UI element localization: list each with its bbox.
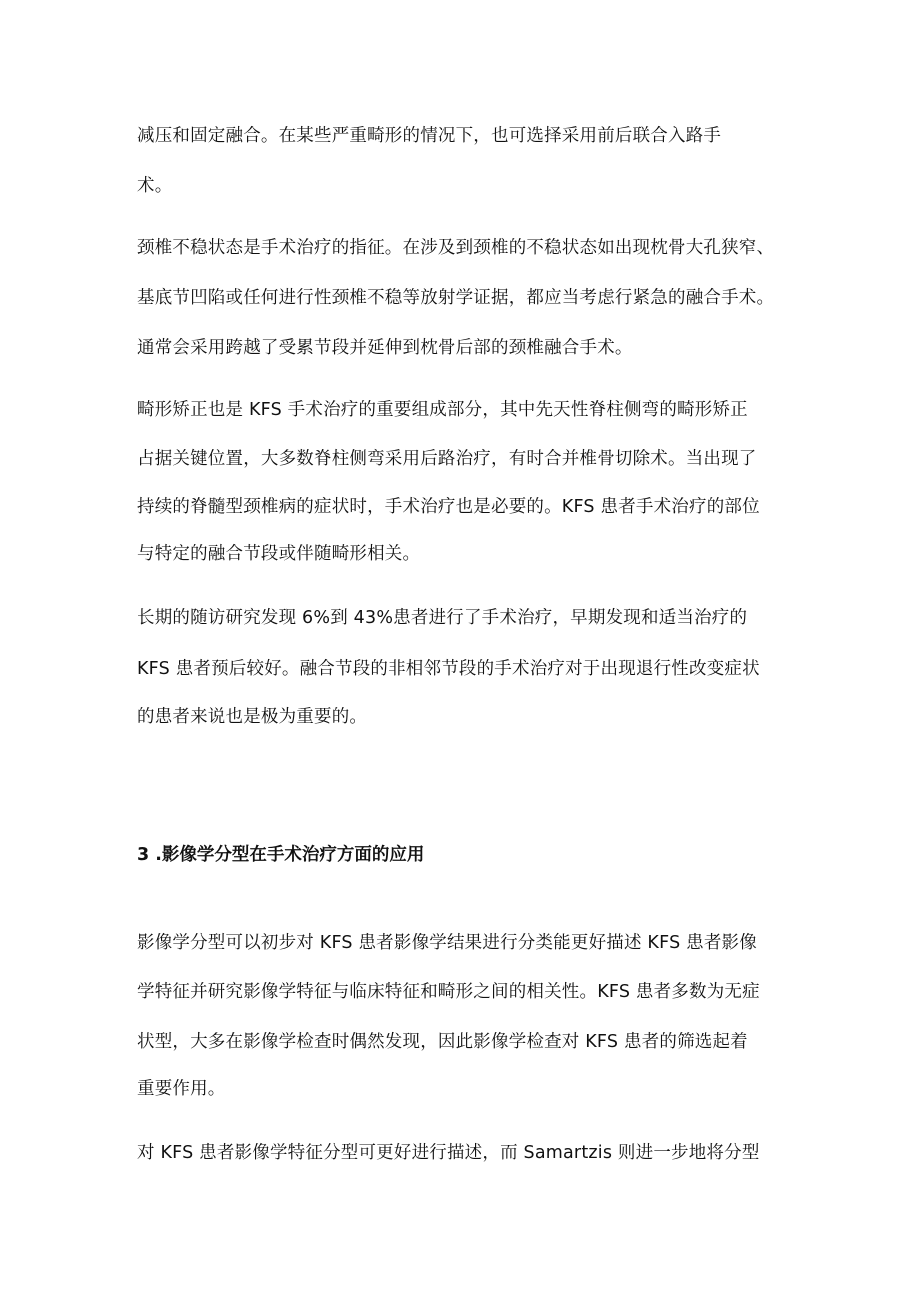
text-line: 与特定的融合节段或伴随畸形相关。 [137,544,421,564]
text-line: 的患者来说也是极为重要的。 [137,707,368,727]
text-line: 学特征并研究影像学特征与临床特征和畸形之间的相关性。KFS 患者多数为无症 [137,982,760,1002]
text-line: 占据关键位置，大多数脊柱侧弯采用后路治疗，有时合并椎骨切除术。当出现了 [137,449,757,469]
section-heading: 3 .影像学分型在手术治疗方面的应用 [137,845,425,865]
text-line: 减压和固定融合。在某些严重畸形的情况下，也可选择采用前后联合入路手 [137,126,722,146]
text-line: 基底节凹陷或任何进行性颈椎不稳等放射学证据，都应当考虑行紧急的融合手术。 [137,288,775,308]
text-line: KFS 患者预后较好。融合节段的非相邻节段的手术治疗对于出现退行性改变症状 [137,659,760,679]
text-line: 持续的脊髓型颈椎病的症状时，手术治疗也是必要的。KFS 患者手术治疗的部位 [137,497,760,517]
text-line: 畸形矫正也是 KFS 手术治疗的重要组成部分，其中先天性脊柱侧弯的畸形矫正 [137,400,748,420]
text-line: 长期的随访研究发现 6%到 43%患者进行了手术治疗，早期发现和适当治疗的 [137,608,748,628]
text-line: 影像学分型可以初步对 KFS 患者影像学结果进行分类能更好描述 KFS 患者影像 [137,933,757,953]
text-line: 状型，大多在影像学检查时偶然发现，因此影像学检查对 KFS 患者的筛选起着 [137,1032,748,1052]
text-line: 通常会采用跨越了受累节段并延伸到枕骨后部的颈椎融合手术。 [137,338,633,358]
text-line: 对 KFS 患者影像学特征分型可更好进行描述，而 Samartzis 则进一步地将分型 [137,1143,760,1163]
text-line: 术。 [137,176,173,196]
text-line: 颈椎不稳状态是手术治疗的指征。在涉及到颈椎的不稳状态如出现枕骨大孔狭窄、 [137,238,775,258]
text-line: 重要作用。 [137,1079,226,1099]
